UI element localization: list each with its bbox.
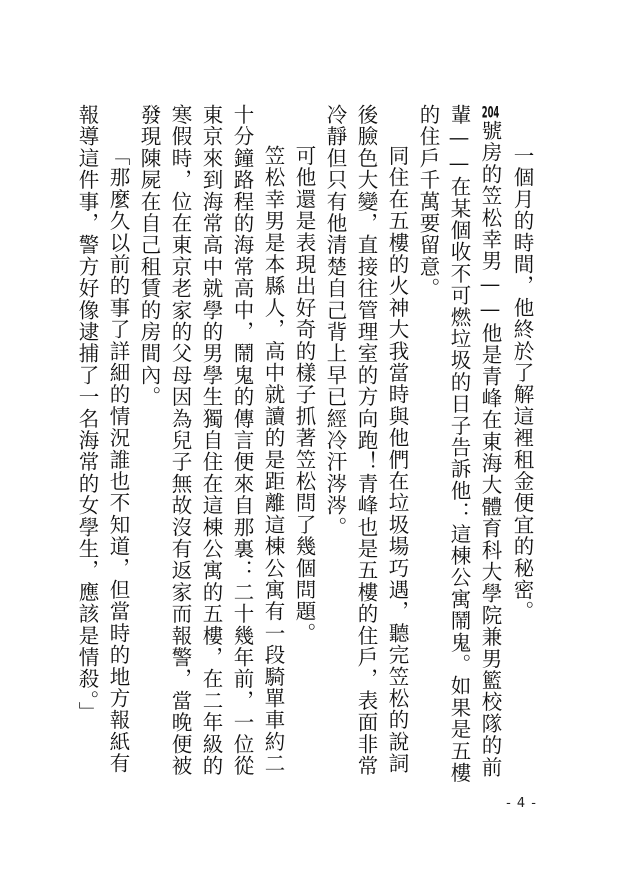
vertical-text-column — [71, 104, 537, 794]
paragraph-text: 可他還是表現出好奇的樣子抓著笠松問了幾個問題。 — [292, 145, 316, 645]
room-number: 204 — [481, 104, 500, 120]
paragraph-3 — [319, 104, 412, 794]
paragraph-2 — [412, 104, 506, 794]
paragraph-6 — [71, 104, 133, 794]
paragraph-text: 一個月的時間，他終於了解這裡租金便宜的秘密。 — [510, 145, 534, 623]
page-number: - 4 - — [506, 796, 537, 811]
paragraph-text: 「那麼久以前的事了詳細的情況誰也不知道，但當時的地方報紙有報導這件事，警方好像逮捕了一名海常的女學生，應該是情殺。」 — [75, 104, 130, 775]
paragraph-text: 號房的笠松幸男——他是青峰在東海大體育科大學院兼男籃校隊的前輩——在某個收不可燃垃圾的日子告訴他：這棟公寓鬧鬼。如果是五樓的住戶千萬要留意。 — [416, 104, 502, 784]
paragraph-text: 同住在五樓的火神大我當時與他們在垃圾場巧遇，聽完笠松的說詞後臉色大變，直接往管理室的方向跑！青峰也是五樓的住戶，表面非常冷靜但只有他清楚自己背上早已經冷汗涔涔。 — [323, 104, 409, 777]
paragraph-5 — [133, 104, 288, 794]
paragraph-4 — [288, 104, 319, 794]
paragraph-text: 笠松幸男是本縣人，高中就讀的是距離這棟公寓有一段騎單車約二十分鐘路程的海常高中，鬧鬼的傳言便來自那裏：二十幾年前，一位從東京來到海常高中就學的男學生獨自住在這棟公寓的五樓，在二年級的寒假時，位在東京老家的父母因為兒子無故沒有返家而報警，當晚便被發現陳屍在自己租賃的房間內。 — [137, 104, 285, 777]
paragraph-1 — [506, 104, 537, 794]
